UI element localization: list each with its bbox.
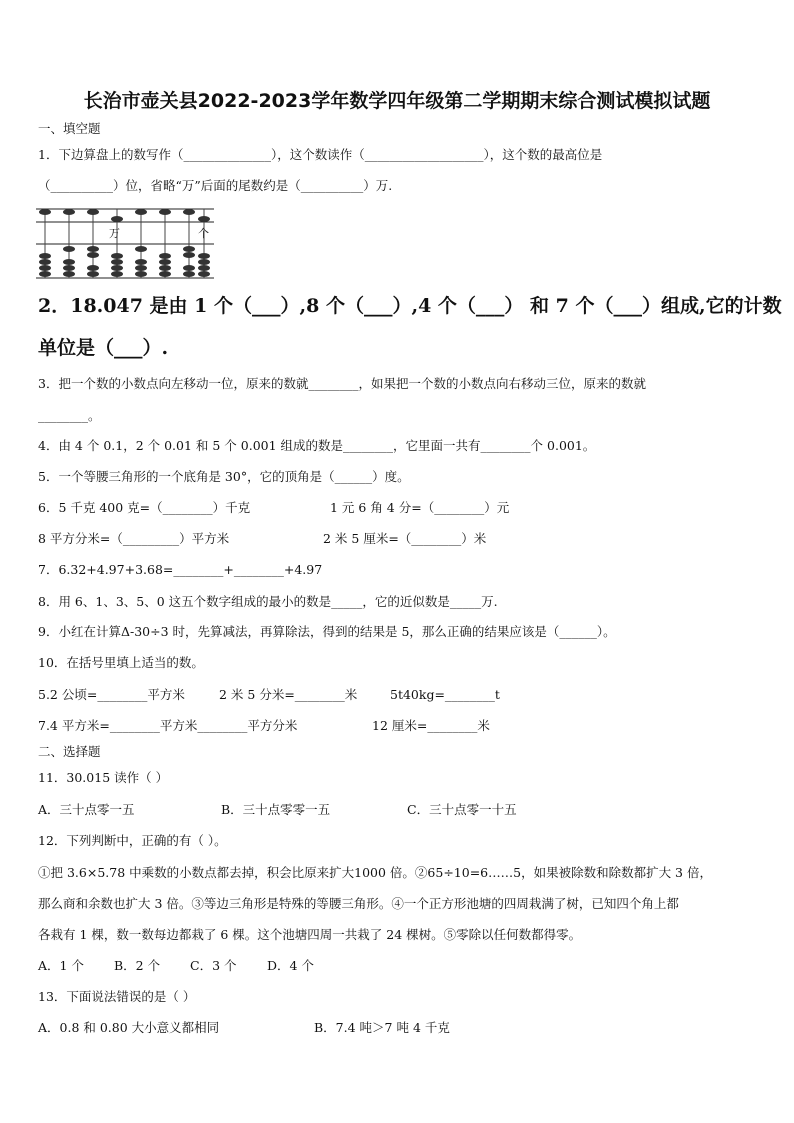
question-12-option-a: A．1 个 [38,958,84,973]
abacus-label-ge: 个 [198,227,209,240]
question-11-option-a: A．三十点零一五 [38,802,135,817]
question-12-option-c: C．3 个 [190,958,237,973]
question-6-part-a: 6．5 千克 400 克=（________）千克 [38,500,251,515]
question-8: 8．用 6、1、3、5、0 这五个数字组成的最小的数是_____，它的近似数是_____万. [38,594,498,609]
section-choose-heading: 二、选择题 [38,744,101,759]
question-12-option-b: B．2 个 [114,958,161,973]
question-12-stem: 12．下列判断中，正确的有（ ）。 [38,833,227,848]
question-5: 5．一个等腰三角形的一个底角是 30°，它的顶角是（______）度。 [38,469,410,484]
question-2-line-1: 2．18.047 是由 1 个（___）,8 个（___）,4 个（___） 和 7 个（___）组成,它的计数 [38,295,782,317]
question-10-part-e: 12 厘米=________米 [372,718,490,733]
question-6-part-d: 2 米 5 厘米=（________）米 [323,531,487,546]
abacus-lower-beads [39,246,210,277]
question-10-part-a: 5.2 公顷=________平方米 [38,687,185,702]
abacus-upper-beads [39,209,210,222]
question-13-option-b: B．7.4 吨＞7 吨 4 千克 [314,1020,450,1035]
question-4: 4．由 4 个 0.1，2 个 0.01 和 5 个 0.001 组成的数是________，它里面一共有________个 0.001。 [38,438,596,453]
question-12-option-d: D．4 个 [267,958,314,973]
question-3-line-1: 3．把一个数的小数点向左移动一位，原来的数就________，如果把一个数的小数点向右移动三位，原来的数就 [38,376,646,391]
question-10-part-c: 5t40kg=________t [390,687,500,702]
page-title: 长治市壶关县2022-2023学年数学四年级第二学期期末综合测试模拟试题 [83,90,711,112]
question-10-part-b: 2 米 5 分米=________米 [219,687,358,702]
abacus-label-wan: 万 [109,227,120,240]
question-10-part-d: 7.4 平方米=________平方米________平方分米 [38,718,298,733]
question-12-text-1: ①把 3.6×5.78 中乘数的小数点都去掉，积会比原来扩大1000 倍。②65÷10=6……5，如果被除数和除数都扩大 3 倍， [38,865,712,880]
question-2-line-2: 单位是（___）. [38,337,169,359]
abacus-figure [36,204,216,280]
section-fill-heading: 一、填空题 [38,121,101,136]
question-12-text-2: 那么商和余数也扩大 3 倍。③等边三角形是特殊的等腰三角形。④一个正方形池塘的四周栽满了树，已知四个角上都 [38,896,679,911]
question-1-line-2: （__________）位，省略“万”后面的尾数约是（__________）万. [38,178,393,193]
question-11-option-b: B．三十点零零一五 [221,802,331,817]
question-13-stem: 13．下面说法错误的是（ ） [38,989,196,1004]
question-11-option-c: C．三十点零一十五 [407,802,517,817]
question-6-part-b: 1 元 6 角 4 分=（________）元 [330,500,510,515]
question-1-line-1: 1．下边算盘上的数写作（______________），这个数读作（___________________），这个数的最高位是 [38,147,603,162]
question-3-line-2: ________。 [38,408,101,423]
question-9: 9．小红在计算Δ-30÷3 时，先算减法，再算除法，得到的结果是 5，那么正确的结果应该是（______）。 [38,624,616,639]
question-6-part-c: 8 平方分米=（_________）平方米 [38,531,230,546]
question-10-title: 10．在括号里填上适当的数。 [38,655,204,670]
question-12-text-3: 各栽有 1 棵，数一数每边都栽了 6 棵。这个池塘四周一共栽了 24 棵树。⑤零除以任何数都得零。 [38,927,582,942]
question-7: 7．6.32+4.97+3.68=________+________+4.97 [38,562,323,577]
question-11-stem: 11．30.015 读作（ ） [38,770,169,785]
question-13-option-a: A．0.8 和 0.80 大小意义都相同 [38,1020,220,1035]
